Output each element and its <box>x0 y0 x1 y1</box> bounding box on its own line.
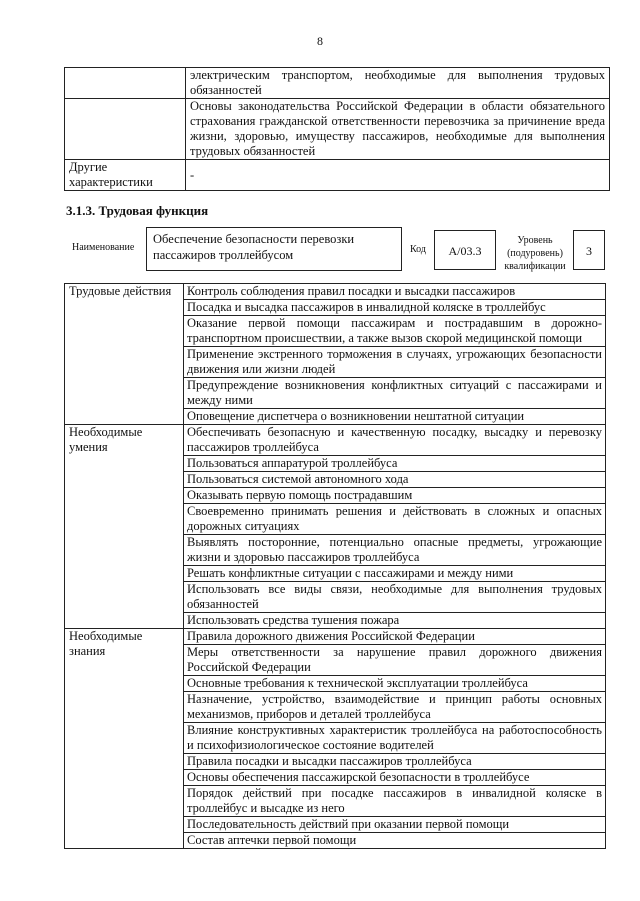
table-row <box>65 68 610 99</box>
function-code-box: A/03.3 <box>434 230 496 270</box>
qualification-level-box: 3 <box>573 230 605 270</box>
list-item: Оказывать первую помощь пострадавшим <box>184 488 606 504</box>
list-item: Последовательность действий при оказании первой помощи <box>184 817 606 833</box>
section-heading: 3.1.3. Трудовая функция <box>66 203 209 218</box>
list-item: Правила посадки и высадки пассажиров троллейбуса <box>184 754 606 770</box>
code-label: Код <box>410 244 426 255</box>
list-item: Пользоваться системой автономного хода <box>184 472 606 488</box>
labor-function-table <box>64 283 606 849</box>
list-item: Оповещение диспетчера о возникновении нештатной ситуации <box>184 409 606 425</box>
row-label-other-characteristics: Другие характеристики <box>65 160 186 191</box>
list-item: Пользоваться аппаратурой троллейбуса <box>184 456 606 472</box>
table-cell: Основы законодательства Российской Федерации в области обязательного страхования гражданской ответственности перевозчика за причинение вреда жизни, здоровью, имуществу пассажиров, необходимые для выполнения трудовых обязанностей <box>186 99 610 160</box>
page-number: 8 <box>317 34 323 48</box>
list-item: Назначение, устройство, взаимодействие и принцип работы основных механизмов, приборов и деталей троллейбуса <box>184 692 606 723</box>
category-label: Трудовые действия <box>65 284 184 425</box>
row-label <box>65 99 186 160</box>
name-label: Наименование <box>72 242 135 253</box>
list-item: Предупреждение возникновения конфликтных ситуаций с пассажирами и между ними <box>184 378 606 409</box>
list-item: Порядок действий при посадке пассажиров в инвалидной коляске в троллейбус и высадке из него <box>184 786 606 817</box>
list-item: Решать конфликтные ситуации с пассажирами и между ними <box>184 566 606 582</box>
list-item: Использовать средства тушения пожара <box>184 613 606 629</box>
list-item: Оказание первой помощи пассажирам и пострадавшим в дорожно-транспортном происшествии, а также вызов скорой медицинской помощи <box>184 316 606 347</box>
list-item: Использовать все виды связи, необходимые для выполнения трудовых обязанностей <box>184 582 606 613</box>
table-row <box>65 425 606 456</box>
table-cell: - <box>186 160 610 191</box>
table-cell: электрическим транспортом, необходимые для выполнения трудовых обязанностей <box>186 68 610 99</box>
list-item: Контроль соблюдения правил посадки и высадки пассажиров <box>184 284 606 300</box>
row-label <box>65 68 186 99</box>
list-item: Основы обеспечения пассажирской безопасности в троллейбусе <box>184 770 606 786</box>
function-name-box: Обеспечение безопасности перевозки пассажиров троллейбусом <box>146 227 402 271</box>
table-row <box>65 99 610 160</box>
continued-requirements-table <box>64 67 610 191</box>
table-row <box>65 160 610 191</box>
category-label: Необходимые умения <box>65 425 184 629</box>
list-item: Своевременно принимать решения и действовать в сложных и опасных дорожных ситуациях <box>184 504 606 535</box>
table-row <box>65 284 606 300</box>
list-item: Влияние конструктивных характеристик троллейбуса на работоспособность и психофизиологическое состояние водителей <box>184 723 606 754</box>
list-item: Выявлять посторонние, потенциально опасные предметы, угрожающие жизни и здоровью пассажиров троллейбуса <box>184 535 606 566</box>
list-item: Меры ответственности за нарушение правил дорожного движения Российской Федерации <box>184 645 606 676</box>
table-row <box>65 629 606 645</box>
category-label: Необходимые знания <box>65 629 184 849</box>
list-item: Состав аптечки первой помощи <box>184 833 606 849</box>
list-item: Обеспечивать безопасную и качественную посадку, высадку и перевозку пассажиров троллейбуса <box>184 425 606 456</box>
list-item: Применение экстренного торможения в случаях, угрожающих безопасности движения или жизни людей <box>184 347 606 378</box>
list-item: Основные требования к технической эксплуатации троллейбуса <box>184 676 606 692</box>
qualification-level-label: Уровень (подуровень) квалификации <box>504 235 566 272</box>
list-item: Правила дорожного движения Российской Федерации <box>184 629 606 645</box>
list-item: Посадка и высадка пассажиров в инвалидной коляске в троллейбус <box>184 300 606 316</box>
